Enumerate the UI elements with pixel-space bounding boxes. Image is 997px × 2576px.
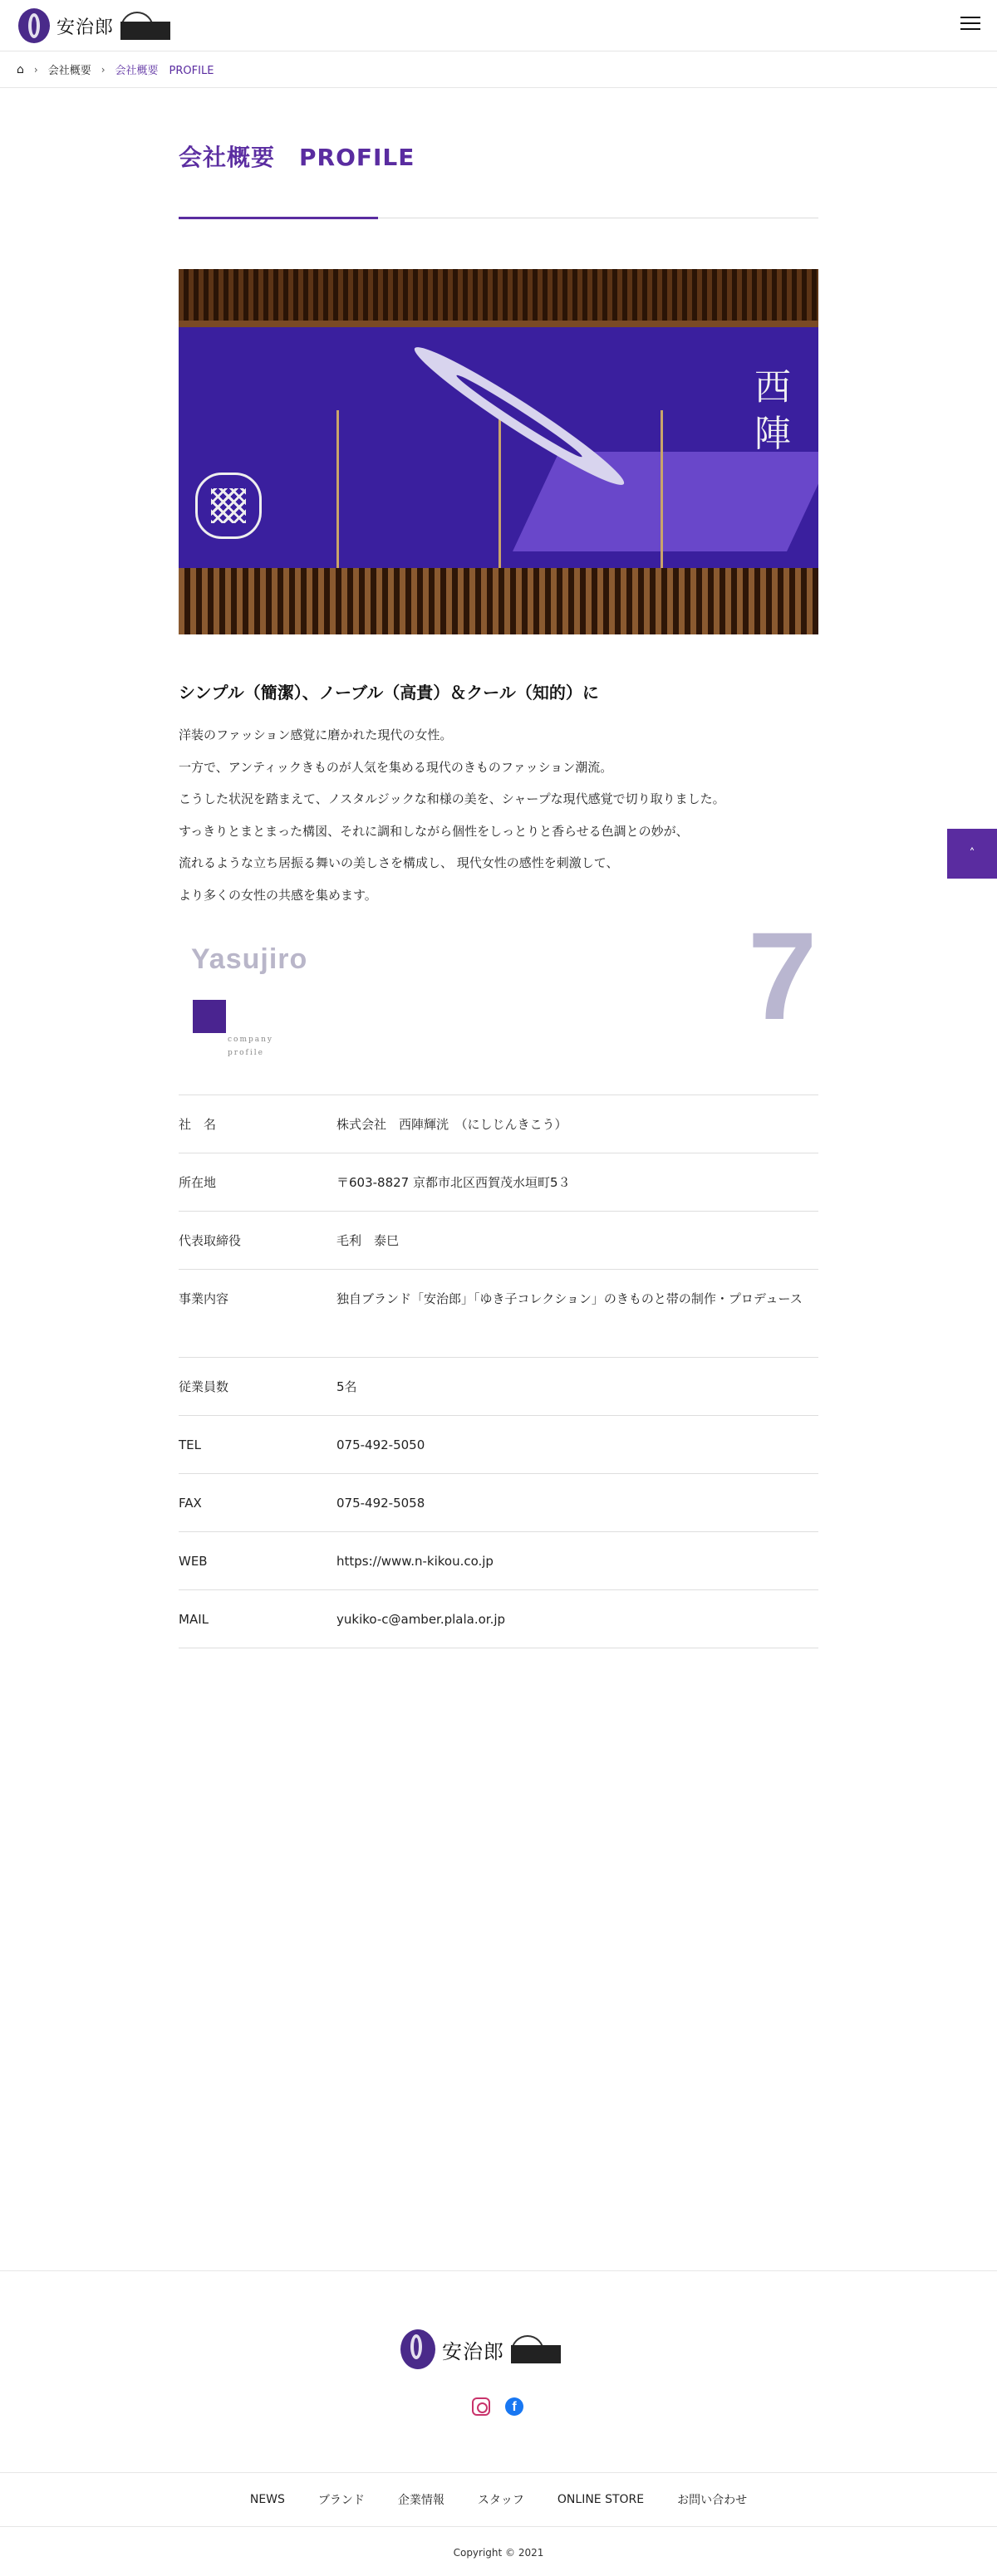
site-logo[interactable]: [18, 8, 170, 43]
row-label: 代表取締役: [179, 1212, 336, 1270]
logo-text: 安治郎: [56, 17, 115, 38]
row-value: 075-492-5058: [336, 1474, 818, 1532]
intro-line: 一方で、アンティックきものが人気を集める現代のきものファッション潮流。: [179, 759, 613, 775]
footer-nav-contact[interactable]: お問い合わせ: [677, 2494, 748, 2507]
table-row: [179, 1270, 818, 1358]
kanji-char: 西: [754, 366, 791, 409]
row-value: 毛利 泰巳: [336, 1212, 818, 1270]
table-row: [179, 1358, 818, 1416]
collection-logo-icon: [511, 2335, 561, 2363]
footer-logo-text: 安治郎: [442, 2339, 504, 2363]
chevron-right-icon: ›: [33, 63, 38, 76]
intro-text: [179, 719, 818, 911]
table-row: [179, 1474, 818, 1532]
home-icon[interactable]: ⌂: [17, 62, 24, 76]
page-top-button[interactable]: [947, 829, 997, 879]
intro-line: 洋装のファッション感覚に磨かれた現代の女性。: [179, 727, 453, 742]
breadcrumb: [0, 51, 997, 88]
table-row: [179, 1416, 818, 1474]
flower-crest-motif: [195, 473, 262, 539]
breadcrumb-company[interactable]: 会社概要: [47, 65, 91, 77]
graphic-number: 7: [748, 906, 818, 1046]
footer-nav-company[interactable]: 企業情報: [397, 2494, 444, 2507]
table-row: [179, 1212, 818, 1270]
row-value: 独自ブランド「安治郎」「ゆき子コレクション」のきものと帯の制作・プロデュース: [336, 1270, 818, 1358]
row-value: 075-492-5050: [336, 1416, 818, 1474]
row-value: yukiko-c@amber.plala.or.jp: [336, 1590, 818, 1648]
footer-nav-news[interactable]: NEWS: [249, 2493, 285, 2506]
row-label: FAX: [179, 1474, 336, 1532]
company-profile-caption: [228, 1033, 273, 1060]
row-label: 従業員数: [179, 1358, 336, 1416]
company-profile-table: [179, 1095, 818, 1648]
table-row: [179, 1153, 818, 1212]
yasujiro-wordmark: Yasujiro: [191, 943, 308, 975]
footer-nav-staff[interactable]: スタッフ: [477, 2494, 524, 2507]
intro-line: すっきりとまとまった構図、それに調和しながら個性をしっとりと香らせる色調との妙が、: [179, 823, 689, 839]
table-row: [179, 1532, 818, 1590]
purple-square-mark: [193, 1000, 226, 1033]
caption-line: company: [228, 1036, 274, 1044]
social-links: [472, 2397, 523, 2416]
table-row: [179, 1095, 818, 1153]
row-value: 株式会社 西陣輝洸 （にしじんきこう）: [336, 1095, 818, 1153]
instagram-icon[interactable]: [472, 2397, 490, 2416]
footer-nav: [0, 2472, 997, 2527]
collection-logo-icon: [120, 12, 170, 40]
caption-line: profile: [228, 1049, 264, 1057]
crest-logo-icon: [18, 8, 50, 43]
hamburger-menu-icon[interactable]: [960, 17, 980, 33]
footer-nav-online-store[interactable]: ONLINE STORE: [557, 2493, 645, 2506]
site-footer: [0, 2270, 997, 2576]
breadcrumb-current: 会社概要 PROFILE: [115, 65, 214, 77]
row-label: WEB: [179, 1532, 336, 1590]
noren-hero-image: [179, 269, 818, 634]
row-value: 5名: [336, 1358, 818, 1416]
row-label: MAIL: [179, 1590, 336, 1648]
row-value: https://www.n-kikou.co.jp: [336, 1532, 818, 1590]
row-value: 〒603-8827 京都市北区西賀茂水垣町5３: [336, 1153, 818, 1212]
footer-logo[interactable]: [400, 2329, 561, 2369]
intro-line: 流れるような立ち居振る舞いの美しさを構成し、 現代女性の感性を刺激して、: [179, 855, 619, 870]
chevron-up-icon: ˄: [969, 847, 975, 860]
hero-kanji: [752, 365, 793, 458]
intro-line: より多くの女性の共感を集めます。: [179, 887, 377, 903]
row-label: TEL: [179, 1416, 336, 1474]
row-label: 所在地: [179, 1153, 336, 1212]
crest-logo-icon: [400, 2329, 435, 2369]
footer-nav-brand[interactable]: ブランド: [317, 2494, 365, 2507]
copyright: Copyright © 2021: [453, 2547, 544, 2559]
catch-copy: シンプル（簡潔）、ノーブル（高貴）＆クール（知的）に: [179, 683, 599, 703]
title-divider-accent: [179, 217, 378, 219]
page-title: 会社概要 PROFILE: [179, 144, 415, 171]
intro-line: こうした状況を踏まえて、ノスタルジックな和様の美を、シャープな現代感覚で切り取りました。: [179, 791, 725, 806]
chevron-right-icon: ›: [101, 63, 106, 76]
site-header: [0, 0, 997, 51]
kanji-char: 陣: [754, 413, 791, 455]
facebook-icon[interactable]: f: [505, 2397, 523, 2416]
table-row: [179, 1590, 818, 1648]
row-label: 事業内容: [179, 1270, 336, 1358]
row-label: 社 名: [179, 1095, 336, 1153]
